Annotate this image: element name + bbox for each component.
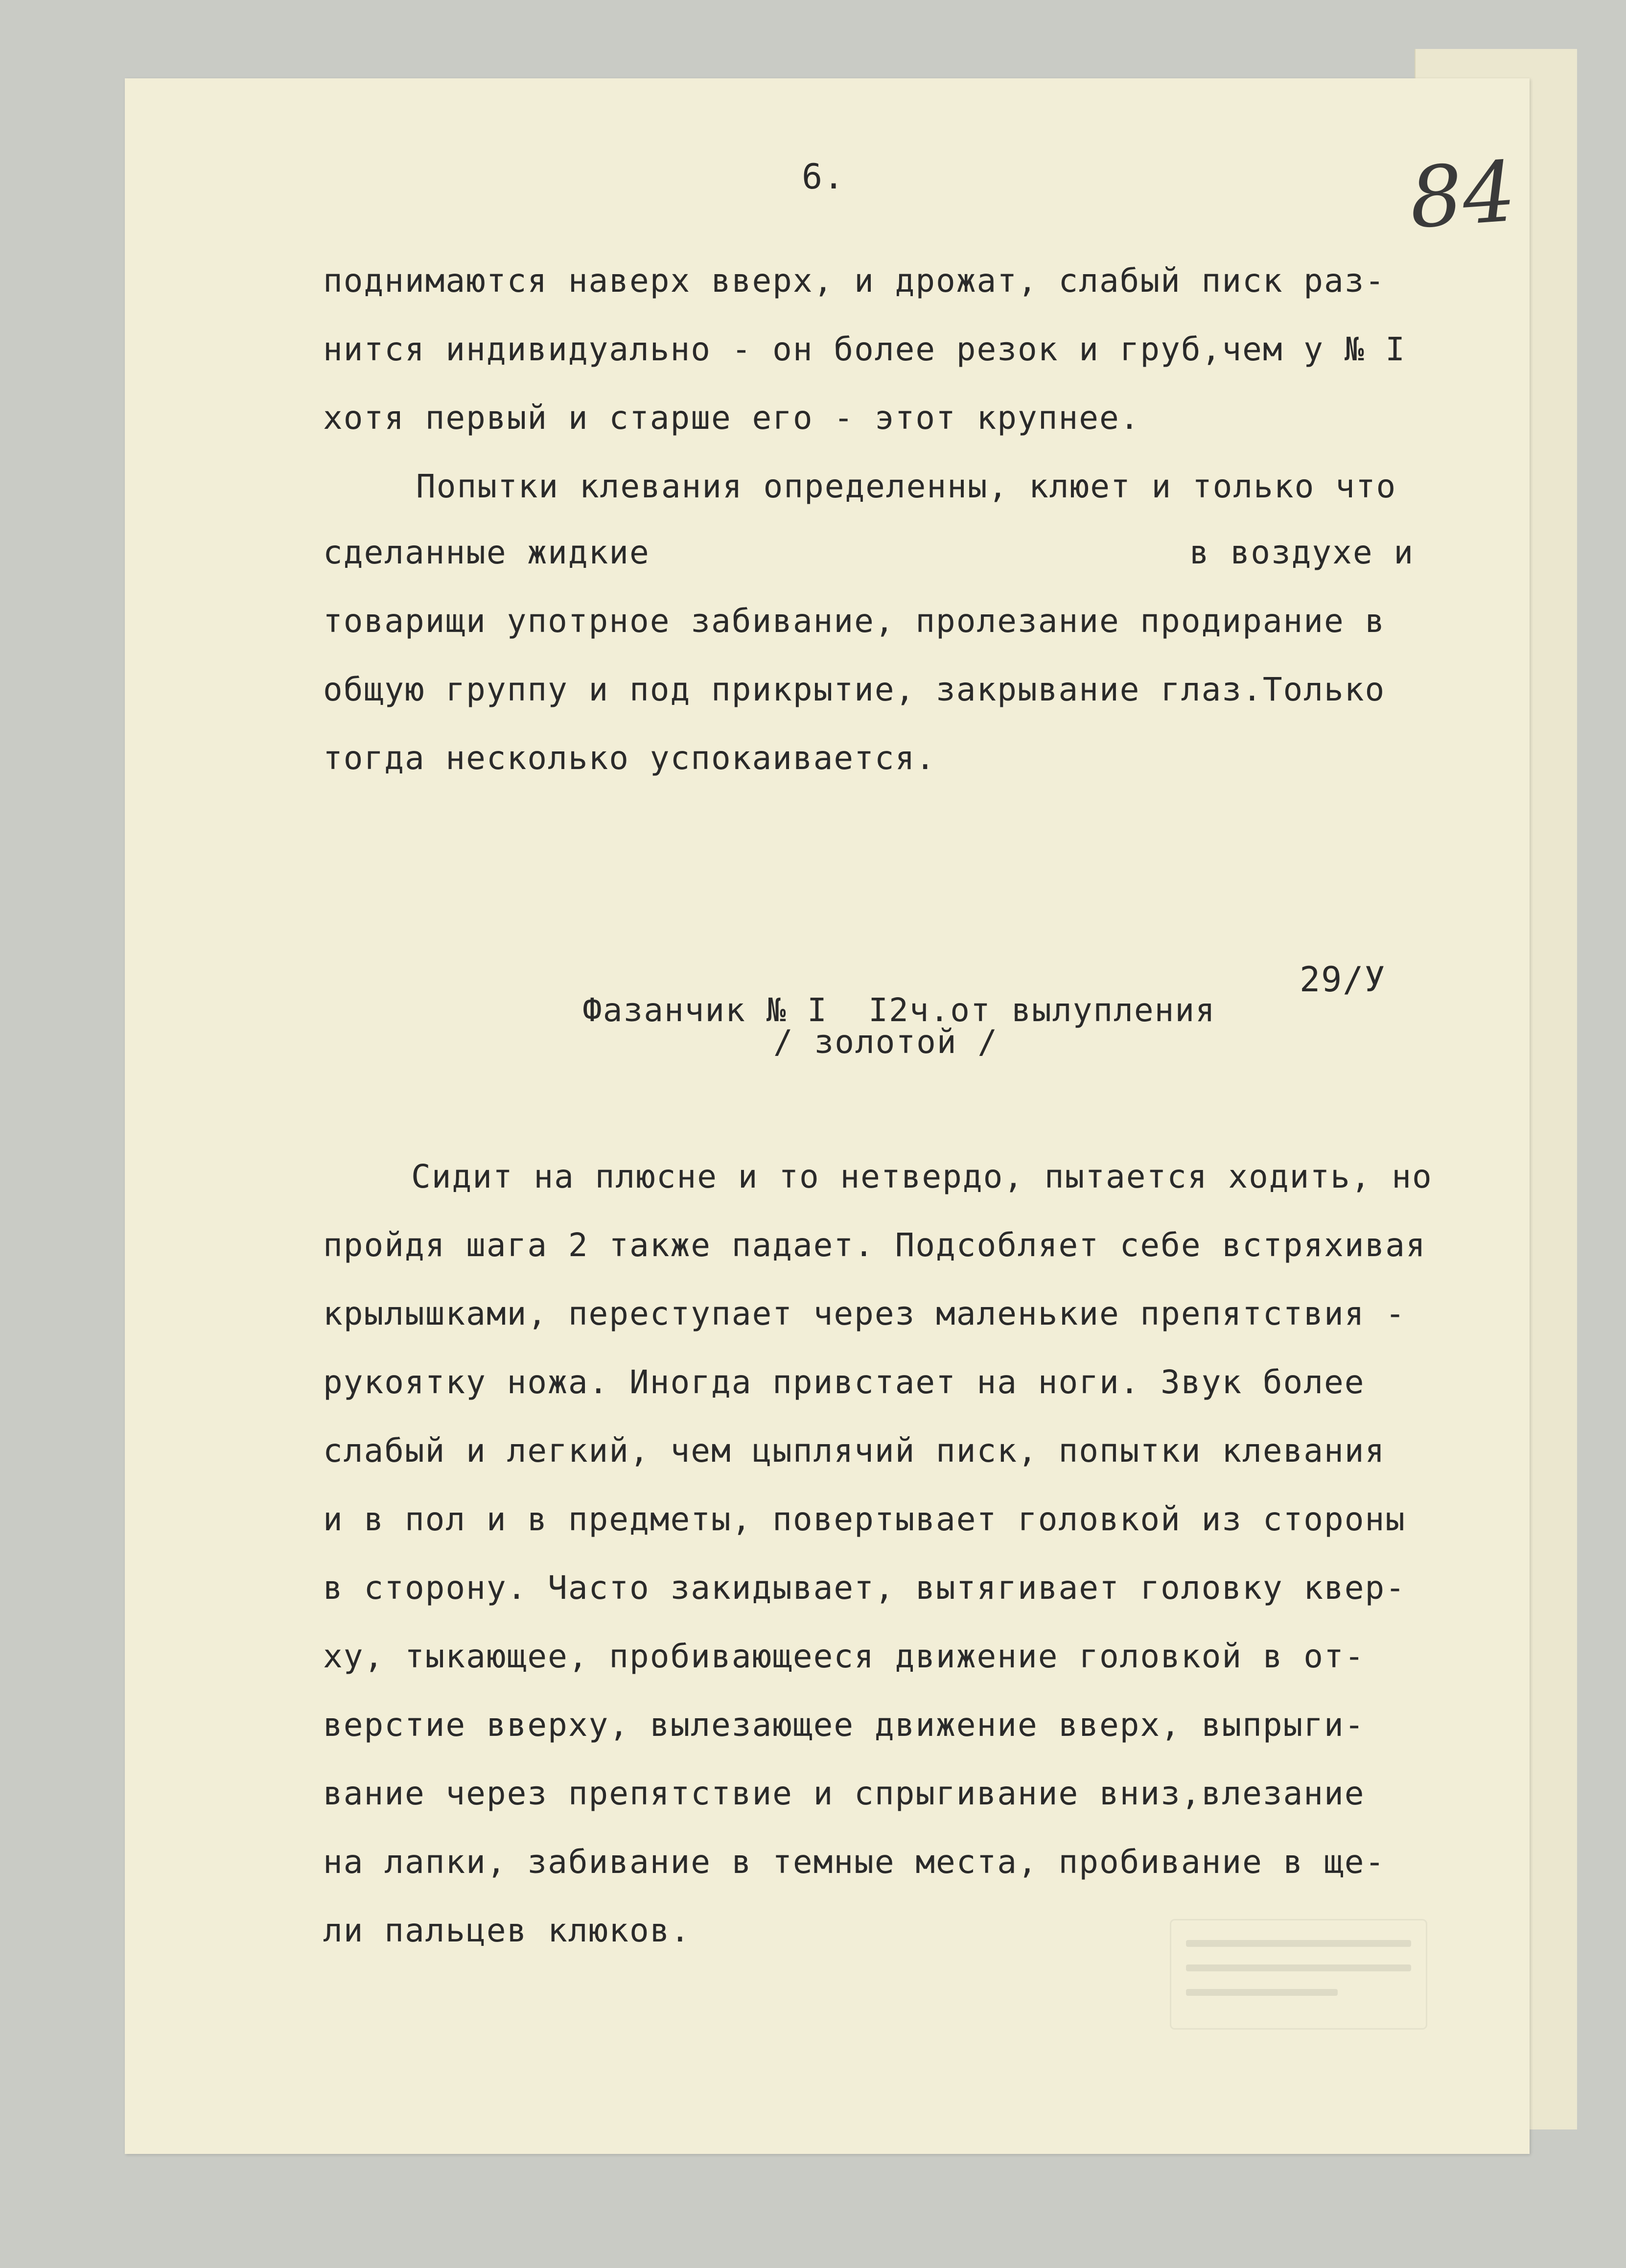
text-line: товарищи употрное забивание, пролезание продирание в	[323, 602, 1386, 640]
faded-archive-stamp	[1170, 1919, 1427, 2030]
stamp-line	[1186, 1989, 1338, 1996]
text-line: на лапки, забивание в темные места, пробивание в ще-	[323, 1843, 1386, 1881]
text-line: тогда несколько успокаивается.	[323, 739, 936, 777]
text-line: нится индивидуально - он более резок и груб,чем у № I	[323, 330, 1406, 368]
text-line: поднимаются наверх вверх, и дрожат, слабый писк раз-	[323, 262, 1386, 300]
text-line: пройдя шага 2 также падает. Подсобляет себе встряхивая	[323, 1226, 1426, 1264]
folio-number-handwritten: 84	[1406, 143, 1519, 248]
text-line: Сидит на плюсне и то нетвердо, пытается ходить, но	[411, 1158, 1433, 1195]
section-subheading: / золотой /	[773, 1023, 999, 1061]
text-line: ху, тыкающее, пробивающееся движение головкой в от-	[323, 1637, 1365, 1675]
text-line: в воздухе и	[1189, 534, 1415, 571]
text-line: крылышками, переступает через маленькие препятствия -	[323, 1295, 1406, 1333]
text-line: сделанные жидкие	[323, 534, 650, 571]
text-line: рукоятку ножа. Иногда привстает на ноги. Звук более	[323, 1363, 1365, 1401]
stamp-line	[1186, 1940, 1411, 1947]
text-line: хотя первый и старше его - этот крупнее.	[323, 399, 1140, 437]
page-number: 6.	[802, 157, 845, 197]
text-line: верстие вверху, вылезающее движение вверх, выпрыги-	[323, 1706, 1365, 1744]
text-line: слабый и легкий, чем цыплячий писк, попытки клевания	[323, 1432, 1386, 1470]
section-heading: Фазанчик № I I2ч.от вылупления	[582, 991, 1216, 1029]
stamp-line	[1186, 1964, 1411, 1971]
document-page	[125, 78, 1530, 2154]
text-line: общую группу и под прикрытие, закрывание глаз.Только	[323, 671, 1386, 708]
entry-date: 29/У	[1300, 959, 1386, 1000]
text-line: Попытки клевания определенны, клюет и только что	[416, 468, 1397, 505]
text-line: ли пальцев клюков.	[323, 1912, 691, 1949]
text-line: в сторону. Часто закидывает, вытягивает головку квер-	[323, 1569, 1406, 1607]
text-line: и в пол и в предметы, повертывает головкой из стороны	[323, 1500, 1406, 1538]
text-line: вание через препятствие и спрыгивание вниз,влезание	[323, 1775, 1365, 1812]
